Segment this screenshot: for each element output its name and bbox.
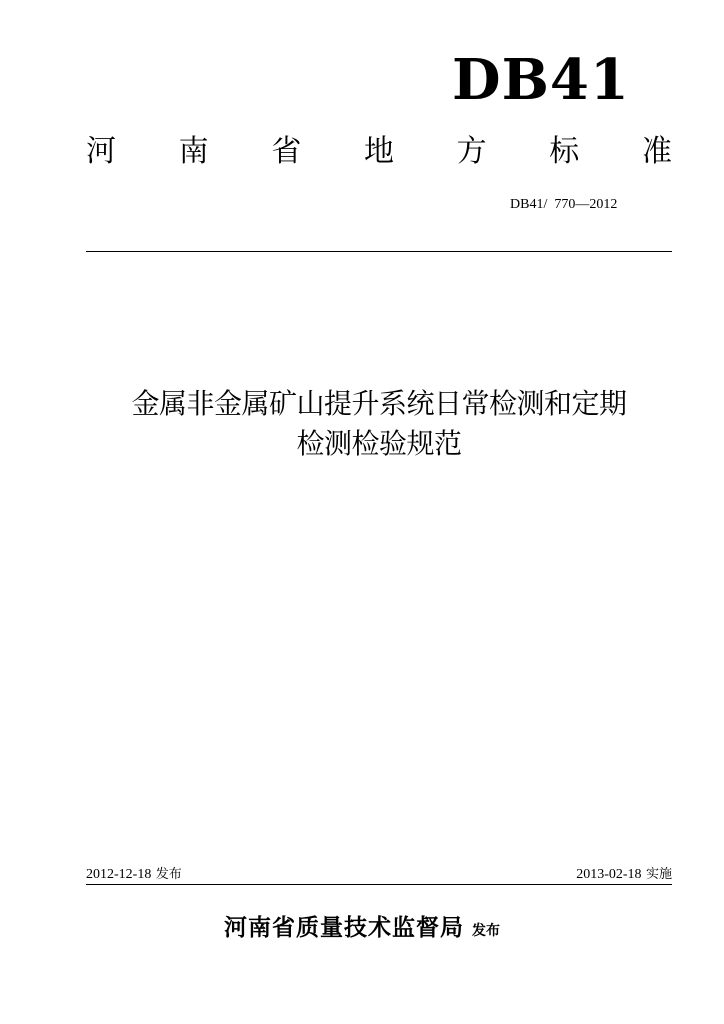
date-row (86, 864, 672, 885)
implement-label: 实施 (645, 867, 672, 882)
footer-divider (86, 884, 672, 885)
issuer-name: 河南省质量技术监督局 (224, 915, 464, 941)
standard-type-char: 准 (641, 134, 672, 169)
issuer-suffix: 发布 (472, 923, 500, 939)
standard-code: DB41 (452, 47, 630, 113)
document-title (86, 384, 672, 464)
standard-type-char: 南 (178, 134, 209, 169)
issuer (0, 908, 724, 948)
standard-type-char: 地 (363, 134, 394, 169)
standard-type-heading (86, 132, 672, 172)
header-divider (86, 251, 672, 252)
standard-number: DB41/ 770—2012 (510, 197, 618, 212)
implement-info (576, 864, 672, 885)
publish-label: 发布 (155, 867, 182, 882)
document-title-line-1: 金属非金属矿山提升系统日常检测和定期 (131, 387, 627, 420)
publish-date: 2012-12-18 (86, 867, 152, 882)
implement-date: 2013-02-18 (576, 867, 642, 882)
standard-type-char: 标 (549, 134, 580, 169)
standard-type-char: 省 (271, 134, 302, 169)
publish-info (86, 864, 182, 885)
document-title-line-2: 检测检验规范 (296, 427, 462, 460)
standard-type-char: 河 (86, 134, 116, 169)
standard-type-char: 方 (456, 134, 487, 169)
